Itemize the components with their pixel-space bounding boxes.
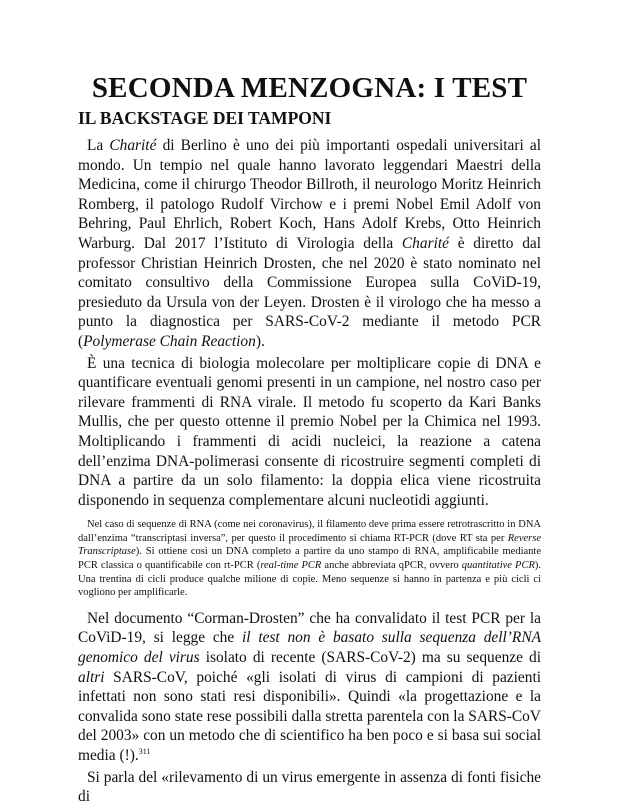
chapter-title: SECONDA MENZOGNA: I TEST — [91, 72, 528, 104]
text-run: ). Si ottiene così un DNA completo a partire da uno stampo di RNA, amplificabile mediante PCR classica o quantificabile con rt-PCR ( — [78, 546, 541, 572]
section-subtitle: IL BACKSTAGE DEI TAMPONI — [78, 108, 332, 128]
text-run: ). Una trentina di cicli produce qualche milione di copie. Meno sequenze si hanno in partenza e più cicli ci vogliono per amplificarle. — [78, 560, 541, 599]
italic-run: Reverse Transcriptase — [78, 532, 541, 558]
italic-run: altri — [78, 668, 105, 686]
text-run: Nel caso di sequenze di RNA (come nei coronavirus), il filamento deve prima essere retrotrascritto in DNA dall’enzima “transcriptasi inversa”, per questo il procedimento si chiama RT-PCR (dove RT sta per — [78, 519, 541, 544]
body-paragraph-2: È una tecnica di biologia molecolare per moltiplicare copie di DNA e quantificare eventuali genomi presenti in un campione, nel nostro caso per rilevare frammenti di RNA virale. Il metodo fu scoperto da Kari Banks Mullis, che per questo ottenne il premio Nobel per la Chimica nel 1993. Moltiplicando i frammenti di acidi nucleici, la reazione a catena dell’enzima DNA-polimerasi consente di ricostruire segmenti completi di DNA a partire da un solo filamento: la doppia elica viene ricostruita disponendo in sequenza complementare alcuni nucleotidi aggiunti. — [78, 354, 541, 509]
body-paragraph-1 — [78, 136, 541, 352]
body-paragraph-4: Si parla del «rilevamento di un virus emergente in assenza di fonti fisiche di — [78, 768, 541, 806]
text-run: SARS-CoV, poiché «gli isolati di virus di campioni di pazienti infettati non sono stati resi disponibili». Quindi «la progettazione e la convalida sono state rese possibili dalla stretta parentela con la SARS-CoV del 2003» con un metodo che di scientifico ha ben poco e si basa sui social media (!). — [78, 668, 541, 764]
italic-run: Charité — [109, 137, 157, 154]
italic-run: quantitative PCR — [461, 560, 535, 572]
text-run: ). — [255, 332, 265, 350]
text-run: isolato di recente (SARS-CoV-2) ma su sequenze di — [199, 649, 541, 667]
italic-run: Charité — [401, 234, 449, 252]
document-page — [78, 72, 541, 807]
italic-run: il test non è basato sulla sequenza dell’RNA genomico del virus — [78, 629, 542, 667]
inset-note — [78, 518, 541, 600]
text-run: Nel documento “Corman-Drosten” che ha convalidato il test PCR per la CoViD-19, si legge che — [78, 609, 541, 647]
footnote-reference[interactable]: 311 — [138, 746, 151, 756]
italic-run: Polymerase Chain Reaction — [83, 332, 256, 350]
text-run: La — [87, 137, 110, 154]
body-paragraph-3 — [78, 609, 541, 766]
text-run: anche abbreviata qPCR, ovvero — [321, 560, 462, 572]
italic-run: real-time PCR — [260, 560, 322, 572]
text-run: di Berlino è uno dei più importanti ospedali universitari al mondo. Un tempio nel quale hanno lavorato leggendari Maestri della Medicina, come il chirurgo Theodor Billroth, il neurologo Moritz Heinrich Romberg, il patologo Rudolf Virchow e i premi Nobel Emil Adolf von Behring, Paul Ehrlich, Robert Koch, Hans Adolf Krebs, Otto Heinrich Warburg. Dal 2017 l’Istituto di Virologia della — [78, 137, 541, 252]
text-run: è diretto dal professor Christian Heinrich Drosten, che nel 2020 è stato nominato nel comitato consultivo della Commissione Europea sulla CoViD-19, presieduto da Ursula von der Leyen. Drosten è il virologo che ha messo a punto la diagnostica per SARS-CoV-2 mediante il metodo PCR ( — [78, 234, 541, 350]
